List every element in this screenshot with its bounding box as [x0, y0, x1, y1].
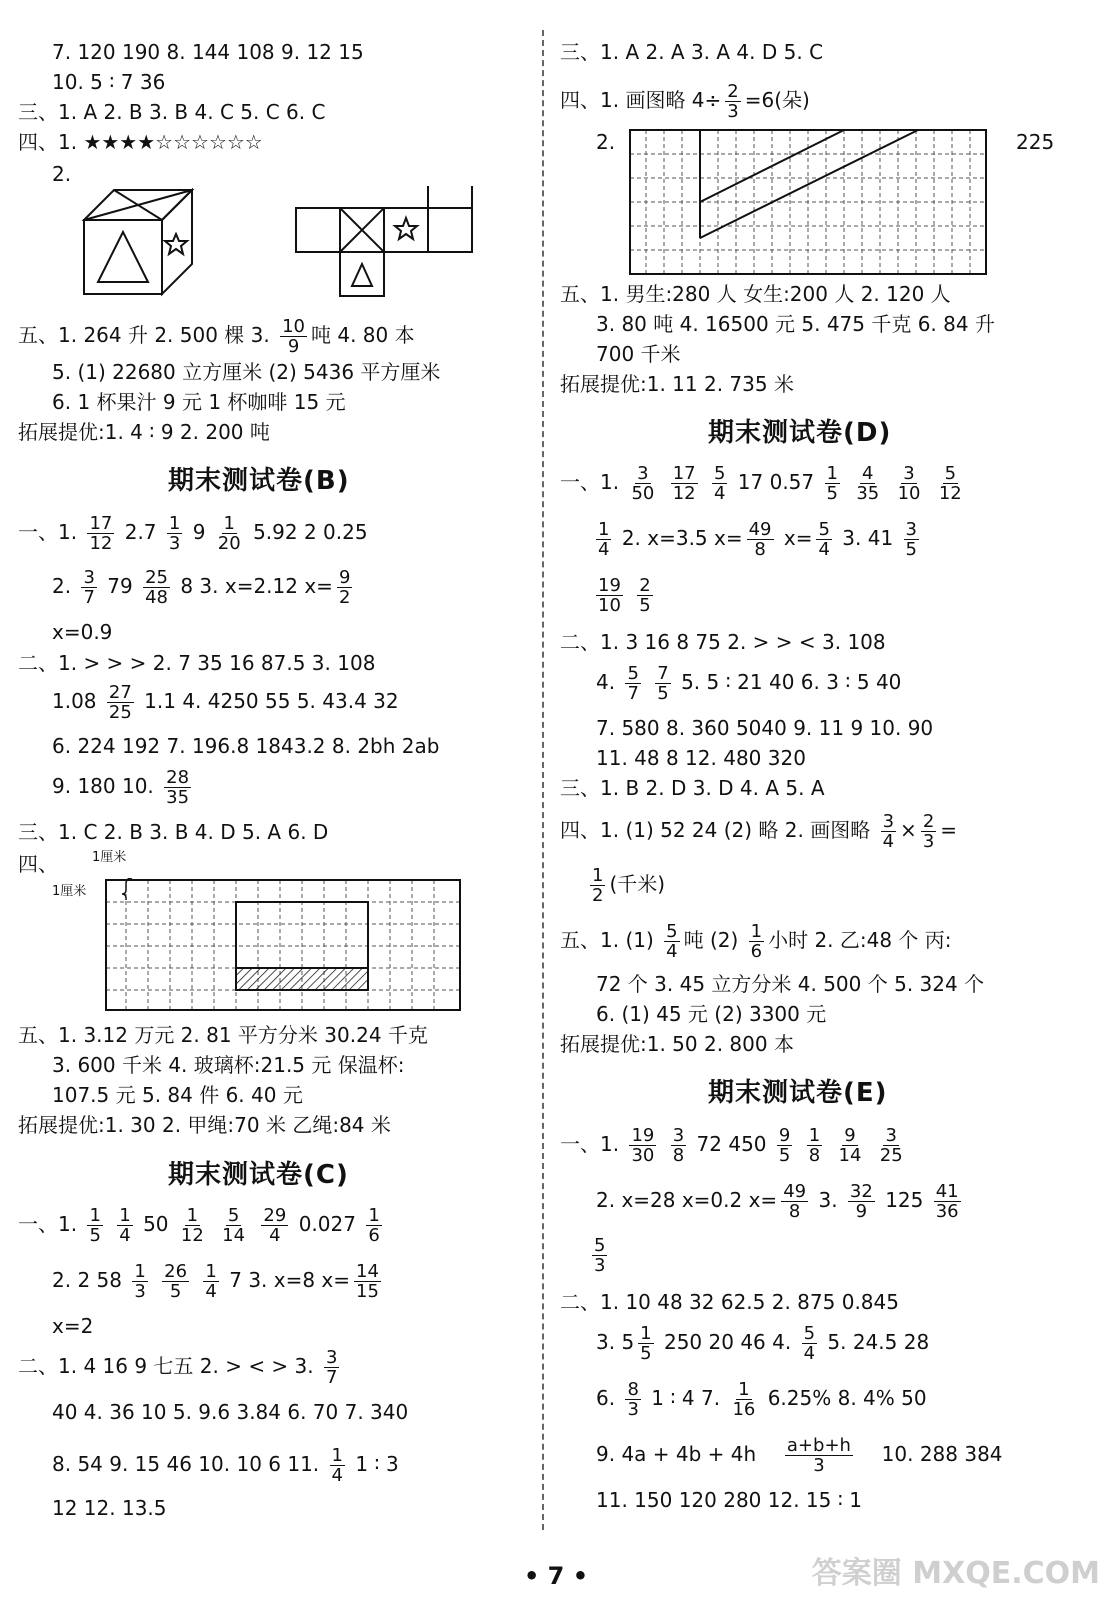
answer-line: 拓展提优:1. 50 2. 800 本: [560, 1032, 794, 1056]
grid-scale-label: 1厘米: [52, 884, 87, 899]
answer-line: 2. $\frac{3}{7}$ 79 $\frac{25}{48}$ 8 3. x=2.12 x= $\frac{9}{2}$: [52, 567, 351, 608]
answer-line: 一、1. $\frac{1}{5}$ $\frac{1}{4}$ 50 $\frac{1}{12}$ $\frac{5}{14}$ $\frac{29}{4}$ 0.027 $\frac{1}{6}$: [18, 1205, 380, 1246]
answer-line: 四、1. 画图略 4÷ $\frac{2}{3}$ =6(朵): [560, 81, 810, 122]
answer-line: 7. 120 190 8. 144 108 9. 12 15: [52, 40, 364, 64]
answer-line: 700 千米: [596, 342, 681, 366]
answer-line: 四、1. (1) 52 24 (2) 略 2. 画图略 $\frac{3}{4}$ × $\frac{2}{3}$ =: [560, 811, 958, 852]
answer-line: 拓展提优:1. 30 2. 甲绳:70 米 乙绳:84 米: [18, 1113, 391, 1137]
answer-line: 三、1. B 2. D 3. D 4. A 5. A: [560, 776, 825, 800]
section-title-c: 期末测试卷(C): [168, 1160, 349, 1190]
answer-line: 10. 5 ∶ 7 36: [52, 70, 166, 94]
page-number: • 7 •: [523, 1562, 589, 1590]
answer-line: 二、1. 3 16 8 75 2. > > < 3. 108: [560, 630, 886, 654]
answer-line: 3. 600 千米 4. 玻璃杯:21.5 元 保温杯:: [52, 1053, 405, 1077]
answer-line: 二、1. 4 16 9 七五 2. > < > 3. $\frac{3}{7}$: [18, 1347, 338, 1388]
answer-line: 8. 54 9. 15 46 10. 10 6 11. $\frac{1}{4}$ 1 ∶ 3: [52, 1445, 399, 1486]
cube-net-figure: [80, 186, 510, 298]
answer-line: 6. $\frac{8}{3}$ 1 ∶ 4 7. $\frac{1}{16}$ 6.25% 8. 4% 50: [596, 1379, 927, 1420]
answer-line: 二、1. > > > 2. 7 35 16 87.5 3. 108: [18, 651, 376, 675]
answer-line: 四、: [18, 852, 58, 876]
answer-line: 一、1. $\frac{19}{30}$ $\frac{3}{8}$ 72 450 $\frac{9}{5}$ $\frac{1}{8}$ $\frac{9}{14}$ $\frac{3}{25}$: [560, 1125, 903, 1166]
answer-line: x=0.9: [52, 620, 113, 644]
answer-line: 五、1. (1) $\frac{5}{4}$ 吨 (2) $\frac{1}{6}$ 小时 2. 乙:48 个 丙:: [560, 921, 952, 962]
answer-line: 2.: [52, 162, 72, 186]
answer-line: 一、1. $\frac{3}{50}$ $\frac{17}{12}$ $\frac{5}{4}$ 17 0.57 $\frac{1}{5}$ $\frac{4}{35}$ $\frac{3}{10}$ $\frac{5}{12}$: [560, 463, 962, 504]
answer-line: 1.08 $\frac{27}{25}$ 1.1 4. 4250 55 5. 43.4 32: [52, 682, 399, 723]
answer-line: 2. 2 58 $\frac{1}{3}$ $\frac{26}{5}$ $\frac{1}{4}$ 7 3. x=8 x= $\frac{14}{15}$: [52, 1261, 379, 1302]
grid-scale-label: 1厘米: [92, 850, 127, 865]
answer-line: 6. 1 杯果汁 9 元 1 杯咖啡 15 元: [52, 390, 346, 414]
watermark: 答案圈 MXQE.COM: [811, 1556, 1100, 1591]
grid-figure: [628, 128, 990, 278]
answer-line: 225: [1016, 130, 1055, 154]
answer-line: 9. 4a + 4b + 4h $\frac{a+b+h}{3}$ 10. 288 384: [596, 1435, 1003, 1476]
answer-line: 7. 580 8. 360 5040 9. 11 9 10. 90: [596, 716, 934, 740]
answer-line: 2. x=28 x=0.2 x= $\frac{49}{8}$ 3. $\frac{32}{9}$ 125 $\frac{41}{36}$: [596, 1181, 959, 1222]
answer-line: $\frac{1}{2}$ (千米): [592, 865, 666, 906]
answer-line: 9. 180 10. $\frac{28}{35}$: [52, 767, 190, 808]
answer-line: 一、1. $\frac{17}{12}$ 2.7 $\frac{1}{3}$ 9 $\frac{1}{20}$ 5.92 2 0.25: [18, 513, 368, 554]
answer-line: 72 个 3. 45 立方分米 4. 500 个 5. 324 个: [596, 972, 985, 996]
triangle-icon: [98, 232, 148, 282]
answer-line: 6. (1) 45 元 (2) 3300 元: [596, 1002, 827, 1026]
answer-line: 3. 80 吨 4. 16500 元 5. 475 千克 6. 84 升: [596, 312, 995, 336]
answer-line: 2.: [596, 130, 616, 154]
answer-line: x=2: [52, 1314, 94, 1338]
answer-line: 五、1. 男生:280 人 女生:200 人 2. 120 人: [560, 282, 951, 306]
fraction: $\frac{10}{9}$: [282, 316, 306, 357]
answer-line: 拓展提优:1. 4 ∶ 9 2. 200 吨: [18, 420, 270, 444]
answer-line: 107.5 元 5. 84 件 6. 40 元: [52, 1083, 303, 1107]
section-title-b: 期末测试卷(B): [168, 466, 350, 496]
answer-line: $\frac{5}{3}$: [594, 1235, 606, 1276]
grid-figure: [104, 878, 464, 1014]
answer-line: 二、1. 10 48 32 62.5 2. 875 0.845: [560, 1290, 899, 1314]
answer-line: 11. 150 120 280 12. 15 ∶ 1: [596, 1488, 863, 1512]
column-divider: [542, 30, 544, 1530]
answer-line: 4. $\frac{5}{7}$ $\frac{7}{5}$ 5. 5 ∶ 21 40 6. 3 ∶ 5 40: [596, 663, 902, 704]
answer-line: 40 4. 36 10 5. 9.6 3.84 6. 70 7. 340: [52, 1400, 409, 1424]
answer-line: $\frac{1}{4}$ 2. x=3.5 x= $\frac{49}{8}$ x= $\frac{5}{4}$ 3. 41 $\frac{3}{5}$: [598, 519, 917, 560]
answer-line: 三、1. C 2. B 3. B 4. D 5. A 6. D: [18, 820, 329, 844]
section-title-e: 期末测试卷(E): [708, 1078, 888, 1108]
answer-line: 五、1. 264 升 2. 500 棵 3. $\frac{10}{9}$ 吨 4. 80 本: [18, 316, 415, 357]
answer-line-stars: 四、1. ★★★★☆☆☆☆☆☆: [18, 130, 263, 154]
section-title-d: 期末测试卷(D): [708, 418, 892, 448]
answer-line: 3. 5 $\frac{1}{5}$ 250 20 46 4. $\frac{5}{4}$ 5. 24.5 28: [596, 1323, 930, 1364]
answer-line: $\frac{19}{10}$ $\frac{2}{5}$: [598, 575, 651, 616]
parallelogram-shape: [700, 130, 918, 238]
answer-line: 11. 48 8 12. 480 320: [596, 746, 806, 770]
answer-line: 6. 224 192 7. 196.8 1843.2 8. 2bh 2ab: [52, 734, 440, 758]
answer-line: 拓展提优:1. 11 2. 735 米: [560, 372, 794, 396]
answer-line: 三、1. A 2. A 3. A 4. D 5. C: [560, 40, 824, 64]
answer-line: 三、1. A 2. B 3. B 4. C 5. C 6. C: [18, 100, 326, 124]
shaded-region: [236, 968, 368, 990]
answer-line: 5. (1) 22680 立方厘米 (2) 5436 平方厘米: [52, 360, 441, 384]
star-icon: [165, 234, 187, 254]
answer-line: 12 12. 13.5: [52, 1496, 167, 1520]
answer-line: 五、1. 3.12 万元 2. 81 平方分米 30.24 千克: [18, 1023, 428, 1047]
